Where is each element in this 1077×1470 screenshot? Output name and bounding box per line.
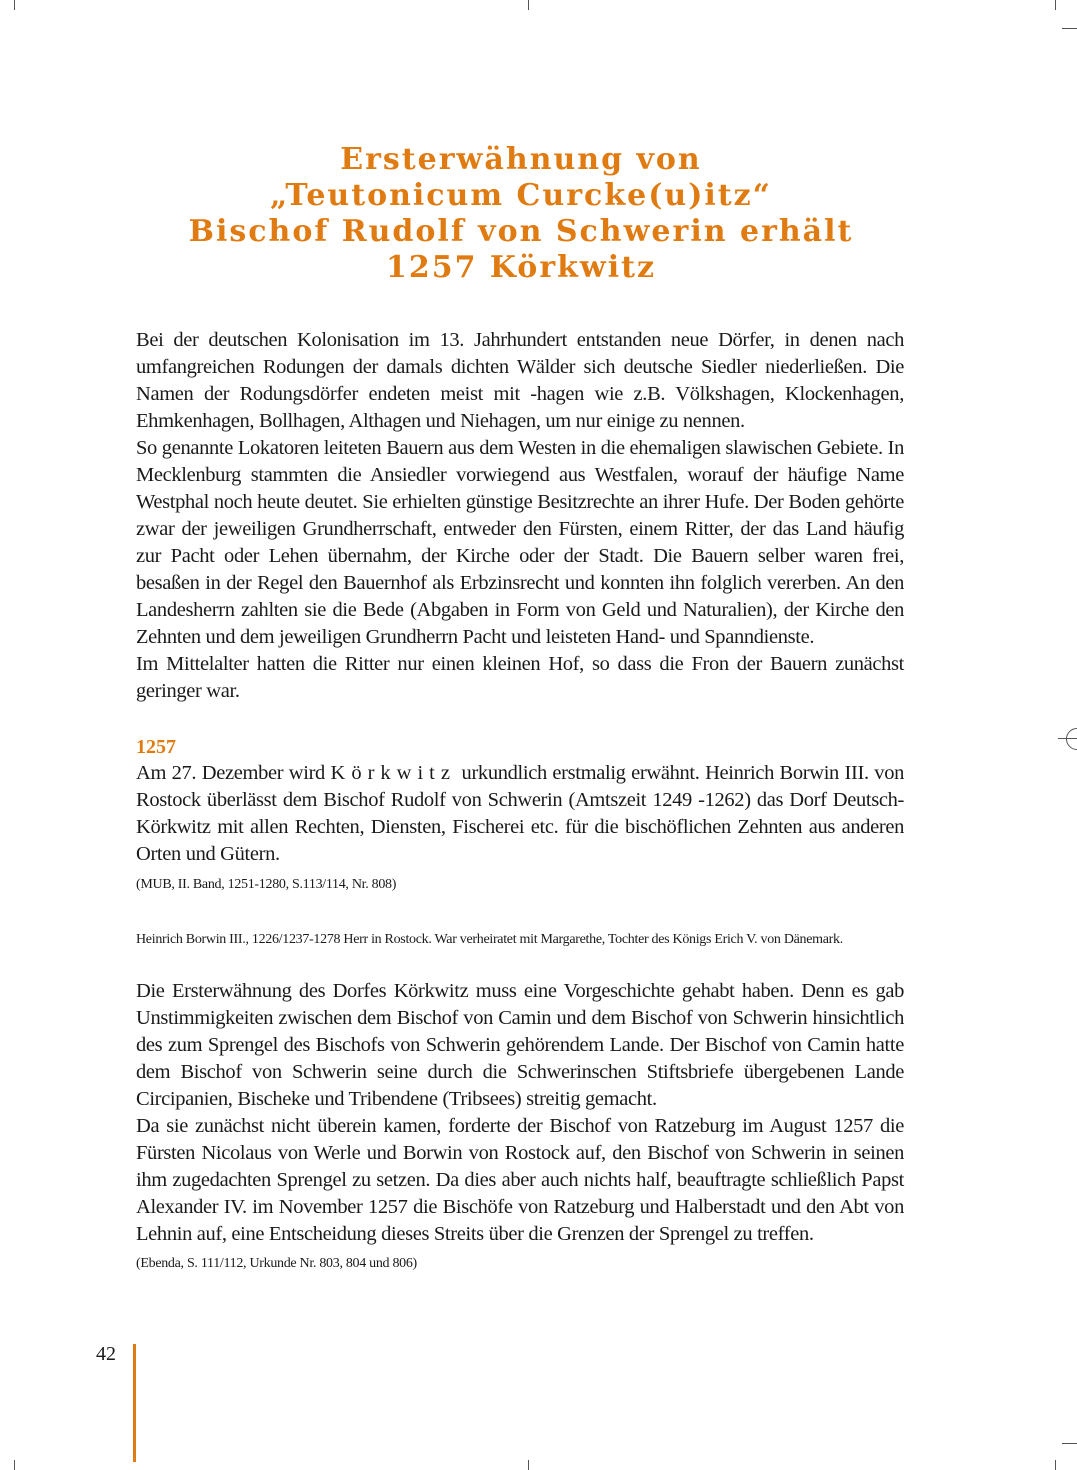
citation-1: (MUB, II. Band, 1251-1280, S.113/114, Nr. 808) (136, 877, 397, 892)
history-paragraph-1: Die Ersterwähnung des Dorfes Körkwitz muss eine Vorgeschichte gehabt haben. Denn es gab Unstimmigkeiten zwischen dem Bischof von Camin und dem Bischof von Schwerin hinsichtlich des zum Sprengel des Bischofs von Schwerin gehörendem Lande. Der Bischof von Camin hatte dem Bischof von Schwerin seine durch die Schwerinschen Stiftsbriefe übergebenen Lande Circipanien, Bischeke und Tribendene (Tribsees) streitig gemacht. (136, 980, 904, 1110)
crop-mark-top-center (528, 0, 529, 10)
page-number: 42 (96, 1343, 116, 1365)
intro-section (136, 327, 904, 705)
intro-paragraph-1: Bei der deutschen Kolonisation im 13. Jahrhundert entstanden neue Dörfer, in denen nach umfangreichen Rodungen der damals dichten Wälder sich deutsche Siedler niederließen. Die Namen der Rodungsdörfer endeten meist mit -hagen wie z.B. Völkshagen, Klockenhagen, Ehmkenhagen, Bollhagen, Althagen und Niehagen, um nur einige zu nennen. (136, 329, 904, 432)
footnote: Heinrich Borwin III., 1226/1237-1278 Herr in Rostock. War verheiratet mit Margarethe, Tochter des Königs Erich V. von Dänemark. (136, 932, 843, 947)
crop-mark-right-bottom (1062, 1443, 1077, 1444)
title-line-3: Bischof Rudolf von Schwerin erhält (188, 214, 854, 249)
history-section (136, 978, 904, 1248)
crop-mark-top-left (14, 0, 15, 10)
crop-mark-bottom-center (528, 1460, 529, 1470)
history-paragraph-2: Da sie zunächst nicht überein kamen, forderte der Bischof von Ratzeburg im August 1257 die Fürsten Nicolaus von Werle und Borwin von Rostock auf, den Bischof von Schwerin in seinen ihm zugedachten Sprengel zu setzen. Da dies aber auch nichts half, beauftragte schließlich Papst Alexander IV. im November 1257 die Bischöfe von Ratzeburg und Halberstadt und den Abt von Lehnin auf, eine Entscheidung dieses Streits über die Grenzen der Sprengel zu treffen. (136, 1115, 904, 1245)
crop-mark-right-top (1062, 28, 1077, 29)
crop-mark-bottom-left (14, 1460, 15, 1470)
intro-paragraph-3: Im Mittelalter hatten die Ritter nur einen kleinen Hof, so dass die Fron der Bauern zunächst geringer war. (136, 653, 904, 702)
page-title (136, 142, 906, 286)
village-name-spaced: Körkwitz (330, 762, 456, 784)
page-accent-bar (133, 1344, 136, 1462)
title-line-2: „Teutonicum Curcke(u)itz“ (270, 178, 772, 213)
crop-mark-top-right (1055, 0, 1056, 10)
crop-mark-bottom-right (1055, 1460, 1056, 1470)
year-paragraph (136, 760, 904, 868)
citation-2: (Ebenda, S. 111/112, Urkunde Nr. 803, 804 und 806) (136, 1256, 417, 1271)
title-line-1: Ersterwähnung von (340, 142, 702, 177)
registration-mark-right (1066, 728, 1077, 750)
year-heading: 1257 (136, 736, 176, 758)
title-line-4: 1257 Körkwitz (385, 250, 657, 285)
year-text-before: Am 27. Dezember wird (136, 762, 331, 784)
year-section (136, 760, 904, 868)
year-text-after: urkundlich erstmalig erwähnt. Heinrich Borwin III. von Rostock überlässt dem Bischof Rudolf von Schwerin (Amtszeit 1249 -1262) das Dorf Deutsch-Körkwitz mit allen Rechten, Diensten, Fischerei etc. für die bischöflichen Zehnten aus anderen Orten und Gütern. (136, 762, 905, 865)
intro-paragraph-2: So genannte Lokatoren leiteten Bauern aus dem Westen in die ehemaligen slawischen Gebiete. In Mecklenburg stammten die Ansiedler vorwiegend aus Westfalen, worauf der häufige Name Westphal noch heute deutet. Sie erhielten günstige Besitzrechte an ihrer Hufe. Der Boden gehörte zwar der jeweiligen Grundherrschaft, entweder den Fürsten, einem Ritter, der das Land häufig zur Pacht oder Lehen übernahm, der Kirche oder der Stadt. Die Bauern selber waren frei, besaßen in der Regel den Bauernhof als Erbzinsrecht und konnten ihn folglich vererben. An den Landesherrn zahlten sie die Bede (Abgaben in Form von Geld und Naturalien), der Kirche den Zehnten und dem jeweiligen Grundherrn Pacht und leisteten Hand- und Spanndienste. (136, 437, 904, 648)
